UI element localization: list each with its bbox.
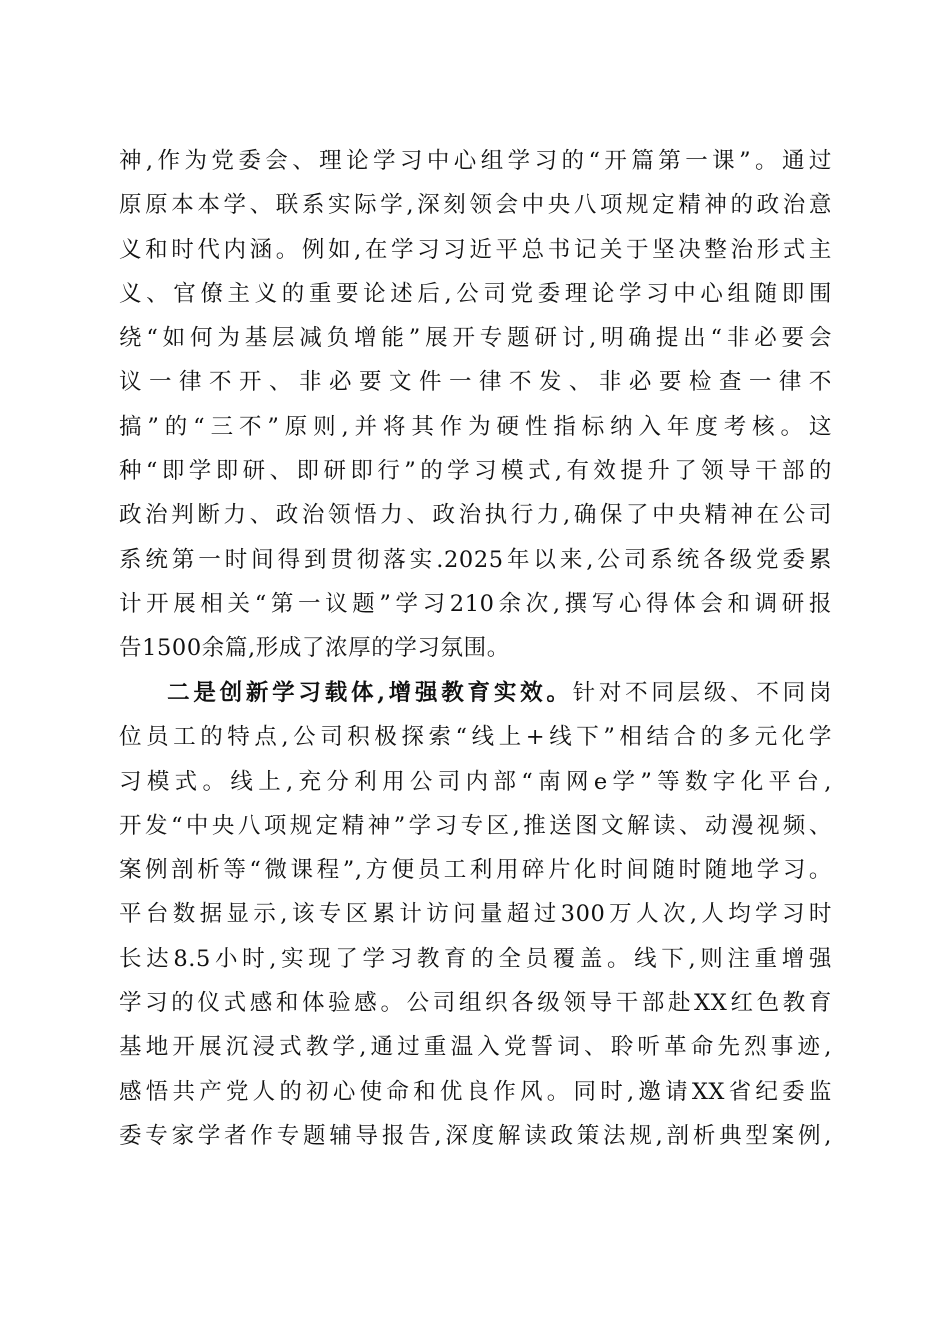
paragraph-line: 计开展相关“第一议题”学习210余次,撰写心得体会和调研报 bbox=[119, 590, 832, 617]
paragraph-first-line bbox=[119, 671, 832, 715]
paragraph-line: 长达8.5小时,实现了学习教育的全员覆盖。线下,则注重增强 bbox=[119, 945, 832, 972]
paragraph-line: 绕“如何为基层减负增能”展开专题研讨,明确提出“非必要会 bbox=[119, 325, 832, 352]
paragraph-line: 学习的仪式感和体验感。公司组织各级领导干部赴XX红色教育 bbox=[119, 990, 832, 1017]
paragraph-line: 平台数据显示,该专区累计访问量超过300万人次,人均学习时 bbox=[119, 901, 832, 928]
paragraph-line: 位员工的特点,公司积极探索“线上+线下”相结合的多元化学 bbox=[119, 724, 832, 751]
paragraph-line: 原原本本学、联系实际学,深刻领会中央八项规定精神的政治意 bbox=[119, 192, 832, 219]
paragraph-line: 习模式。线上,充分利用公司内部“南网e学”等数字化平台, bbox=[119, 768, 832, 795]
paragraph-line: 基地开展沉浸式教学,通过重温入党誓词、聆听革命先烈事迹, bbox=[119, 1034, 832, 1061]
paragraph-line: 开发“中央八项规定精神”学习专区,推送图文解读、动漫视频、 bbox=[119, 812, 832, 839]
paragraph-line: 义、官僚主义的重要论述后,公司党委理论学习中心组随即围 bbox=[119, 280, 832, 307]
paragraph-line: 议一律不开、非必要文件一律不发、非必要检查一律不 bbox=[119, 369, 832, 396]
paragraph-line: 委专家学者作专题辅导报告,深度解读政策法规,剖析典型案例, bbox=[119, 1122, 832, 1149]
paragraph-line: 系统第一时间得到贯彻落实.2025年以来,公司系统各级党委累 bbox=[119, 546, 832, 573]
paragraph-line: 神,作为党委会、理论学习中心组学习的“开篇第一课”。通过 bbox=[119, 148, 832, 174]
paragraph-1 bbox=[119, 139, 832, 671]
paragraph-line: 告1500余篇,形成了浓厚的学习氛围。 bbox=[119, 635, 510, 662]
paragraph-line: 案例剖析等“微课程”,方便员工利用碎片化时间随时随地学习。 bbox=[119, 857, 832, 884]
paragraph-line: 感悟共产党人的初心使命和优良作风。同时,邀请XX省纪委监 bbox=[119, 1078, 832, 1105]
paragraph-line: 搞”的“三不”原则,并将其作为硬性指标纳入年度考核。这 bbox=[119, 413, 832, 440]
paragraph-line: 种“即学即研、即研即行”的学习模式,有效提升了领导干部的 bbox=[119, 458, 832, 485]
paragraph-line: 政治判断力、政治领悟力、政治执行力,确保了中央精神在公司 bbox=[119, 502, 832, 529]
paragraph-2 bbox=[119, 671, 832, 1158]
paragraph-heading: 二是创新学习载体,增强教育实效。 bbox=[164, 680, 573, 706]
paragraph-line: 义和时代内涵。例如,在学习习近平总书记关于坚决整治形式主 bbox=[119, 236, 832, 263]
paragraph-first-line-rest: 针对不同层级、不同岗 bbox=[572, 680, 832, 706]
